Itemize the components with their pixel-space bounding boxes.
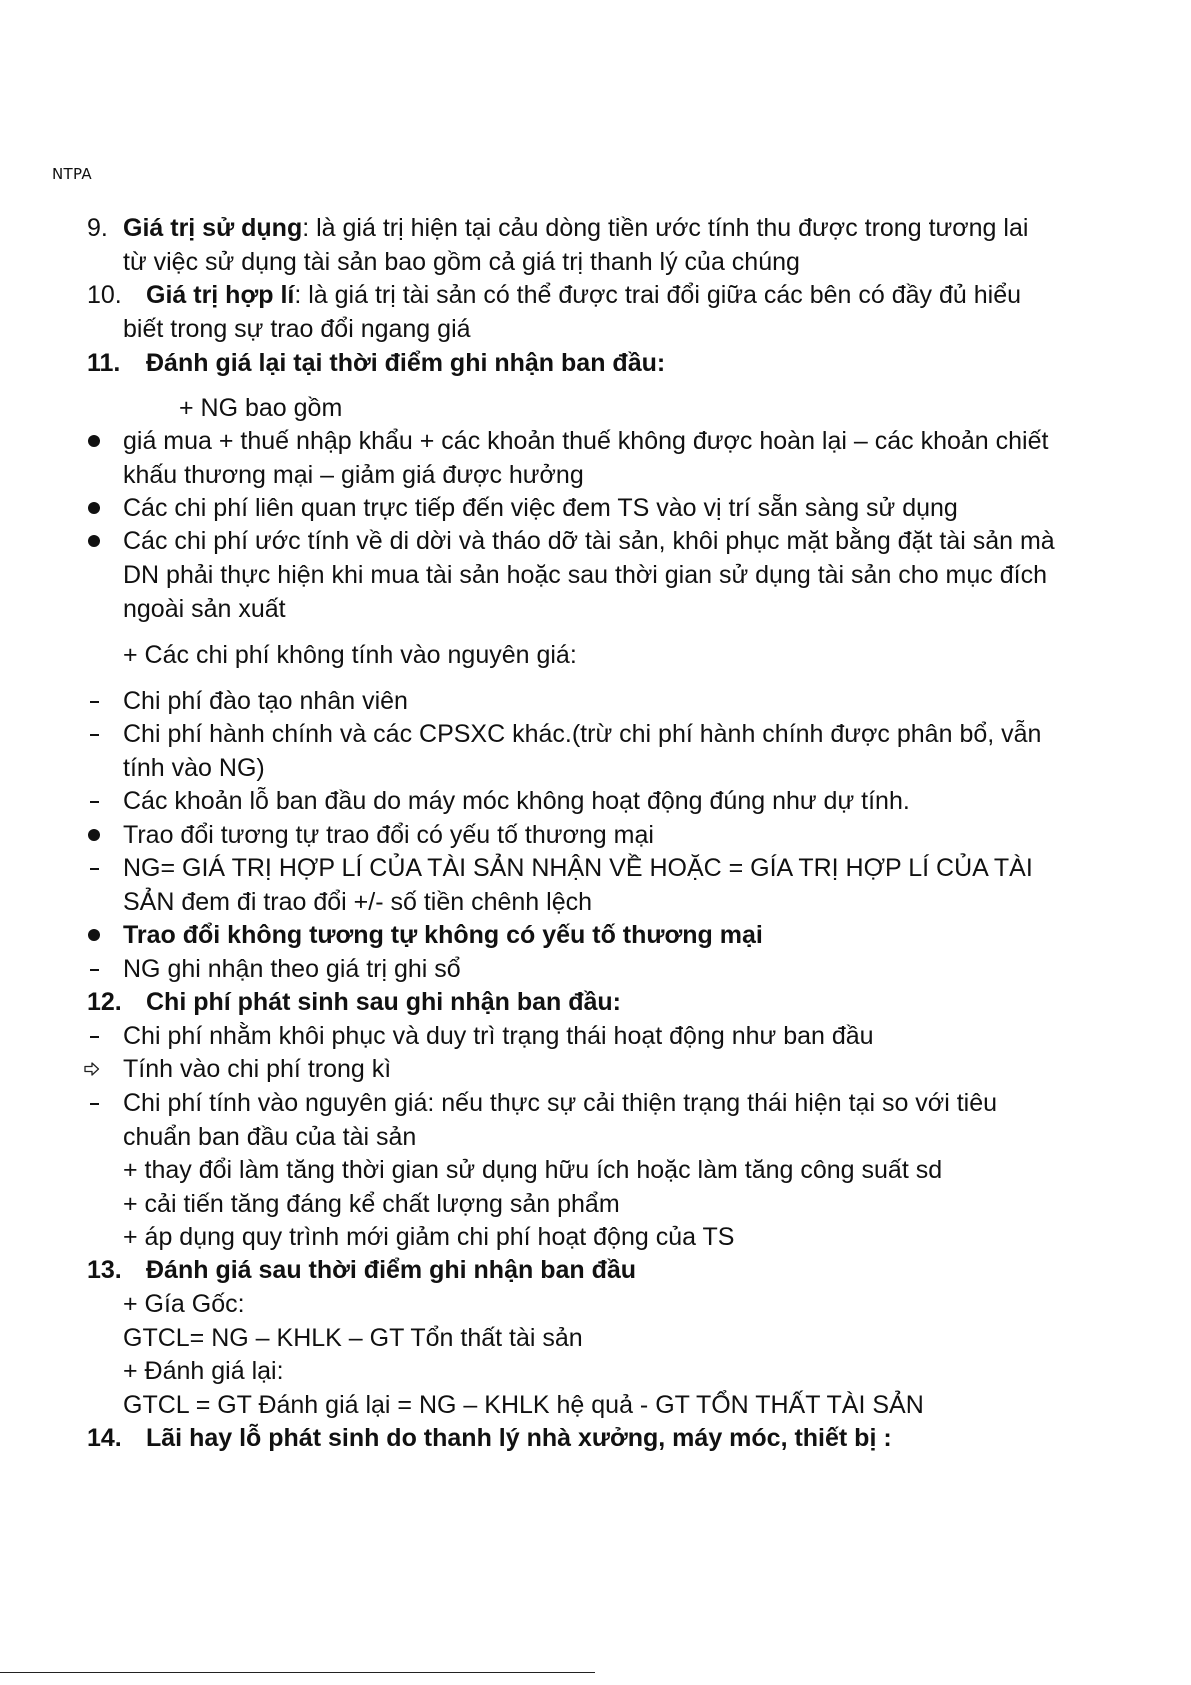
bullet-icon	[88, 929, 100, 941]
dash-line: Chi phí tính vào nguyên giá: nếu thực sự cải thiện trạng thái hiện tại so với tiêu	[123, 1089, 997, 1117]
item-13-heading: Đánh giá sau thời điểm ghi nhận ban đầu	[146, 1256, 637, 1284]
item-10-line-2: biết trong sự trao đổi ngang giá	[123, 315, 471, 343]
item-number: 12.	[87, 988, 122, 1016]
item-text: : là giá trị tài sản có thể được trai đổi giữa các bên có đầy đủ hiểu	[294, 281, 1022, 309]
dash-icon	[90, 868, 99, 870]
dash-line: tính vào NG)	[123, 754, 265, 782]
item-12-heading: Chi phí phát sinh sau ghi nhận ban đầu:	[146, 988, 621, 1016]
bullet-line: DN phải thực hiện khi mua tài sản hoặc sau thời gian sử dụng tài sản cho mục đích	[123, 561, 1047, 589]
bullet-line: ngoài sản xuất	[123, 595, 286, 623]
excluded-costs-label: + Các chi phí không tính vào nguyên giá:	[123, 641, 577, 669]
hollow-arrow-icon	[84, 1062, 100, 1076]
item-10-line-1	[146, 278, 1139, 312]
item-number: 13.	[87, 1256, 122, 1284]
arrow-line: Tính vào chi phí trong kì	[123, 1055, 392, 1083]
bullet-icon	[88, 829, 100, 841]
bullet-icon	[88, 502, 100, 514]
plus-line: + áp dụng quy trình mới giảm chi phí hoạt động của TS	[123, 1223, 735, 1251]
ng-includes-label: + NG bao gồm	[179, 394, 343, 422]
dash-line: Chi phí hành chính và các CPSXC khác.(trừ chi phí hành chính được phân bổ, vẫn	[123, 720, 1042, 748]
item-text: : là giá trị hiện tại cảu dòng tiền ước tính thu được trong tương lai	[302, 214, 1029, 242]
bullet-line: khấu thương mại – giảm giá được hưởng	[123, 461, 584, 489]
text-line: + Gía Gốc:	[123, 1290, 245, 1318]
plus-line: + thay đổi làm tăng thời gian sử dụng hữu ích hoặc làm tăng công suất sd	[123, 1156, 943, 1184]
text-line: + Đánh giá lại:	[123, 1357, 284, 1385]
dash-icon	[90, 701, 99, 703]
item-14-heading: Lãi hay lỗ phát sinh do thanh lý nhà xưởng, máy móc, thiết bị :	[146, 1424, 892, 1452]
dash-icon	[90, 801, 99, 803]
dash-line: Các khoản lỗ ban đầu do máy móc không hoạt động đúng như dự tính.	[123, 787, 910, 815]
bullet-line: Trao đổi không tương tự không có yếu tố thương mại	[123, 921, 763, 949]
dash-icon	[90, 969, 99, 971]
document-header-label: NTPA	[52, 165, 92, 183]
item-number: 14.	[87, 1424, 122, 1452]
bullet-line: giá mua + thuế nhập khẩu + các khoản thuế không được hoàn lại – các khoản chiết	[123, 427, 1049, 455]
bullet-line: Trao đổi tương tự trao đổi có yếu tố thương mại	[123, 821, 654, 849]
dash-icon	[90, 1103, 99, 1105]
item-term: Giá trị hợp lí	[146, 281, 295, 309]
item-number: 11.	[87, 349, 121, 377]
dash-line: Chi phí đào tạo nhân viên	[123, 687, 408, 715]
bullet-icon	[88, 535, 100, 547]
item-9-line-2: từ việc sử dụng tài sản bao gồm cả giá trị thanh lý của chúng	[123, 248, 800, 276]
bullet-icon	[88, 435, 100, 447]
text-line: GTCL = GT Đánh giá lại = NG – KHLK hệ quả - GT TỔN THẤT TÀI SẢN	[123, 1391, 924, 1419]
dash-line: SẢN đem đi trao đổi +/- số tiền chênh lệch	[123, 888, 593, 916]
footer-divider	[0, 1672, 595, 1673]
bullet-line: Các chi phí ước tính về di dời và tháo dỡ tài sản, khôi phục mặt bằng đặt tài sản mà	[123, 527, 1055, 555]
item-number: 10.	[87, 281, 122, 309]
item-term: Giá trị sử dụng	[123, 214, 303, 242]
item-number: 9.	[87, 214, 108, 242]
bullet-line: Các chi phí liên quan trực tiếp đến việc đem TS vào vị trí sẵn sàng sử dụng	[123, 494, 958, 522]
dash-icon	[90, 1036, 99, 1038]
dash-line: chuẩn ban đầu của tài sản	[123, 1123, 417, 1151]
dash-icon	[90, 734, 99, 736]
item-9-line-1	[123, 211, 1139, 245]
text-line: GTCL= NG – KHLK – GT Tổn thất tài sản	[123, 1324, 583, 1352]
dash-line: NG ghi nhận theo giá trị ghi sổ	[123, 955, 461, 983]
item-11-heading: Đánh giá lại tại thời điểm ghi nhận ban đầu:	[146, 349, 666, 377]
plus-line: + cải tiến tăng đáng kể chất lượng sản phẩm	[123, 1190, 620, 1218]
dash-line: Chi phí nhằm khôi phục và duy trì trạng thái hoạt động như ban đầu	[123, 1022, 874, 1050]
dash-line: NG= GIÁ TRỊ HỢP LÍ CỦA TÀI SẢN NHẬN VỀ HOẶC = GÍA TRỊ HỢP LÍ CỦA TÀI	[123, 854, 1033, 882]
